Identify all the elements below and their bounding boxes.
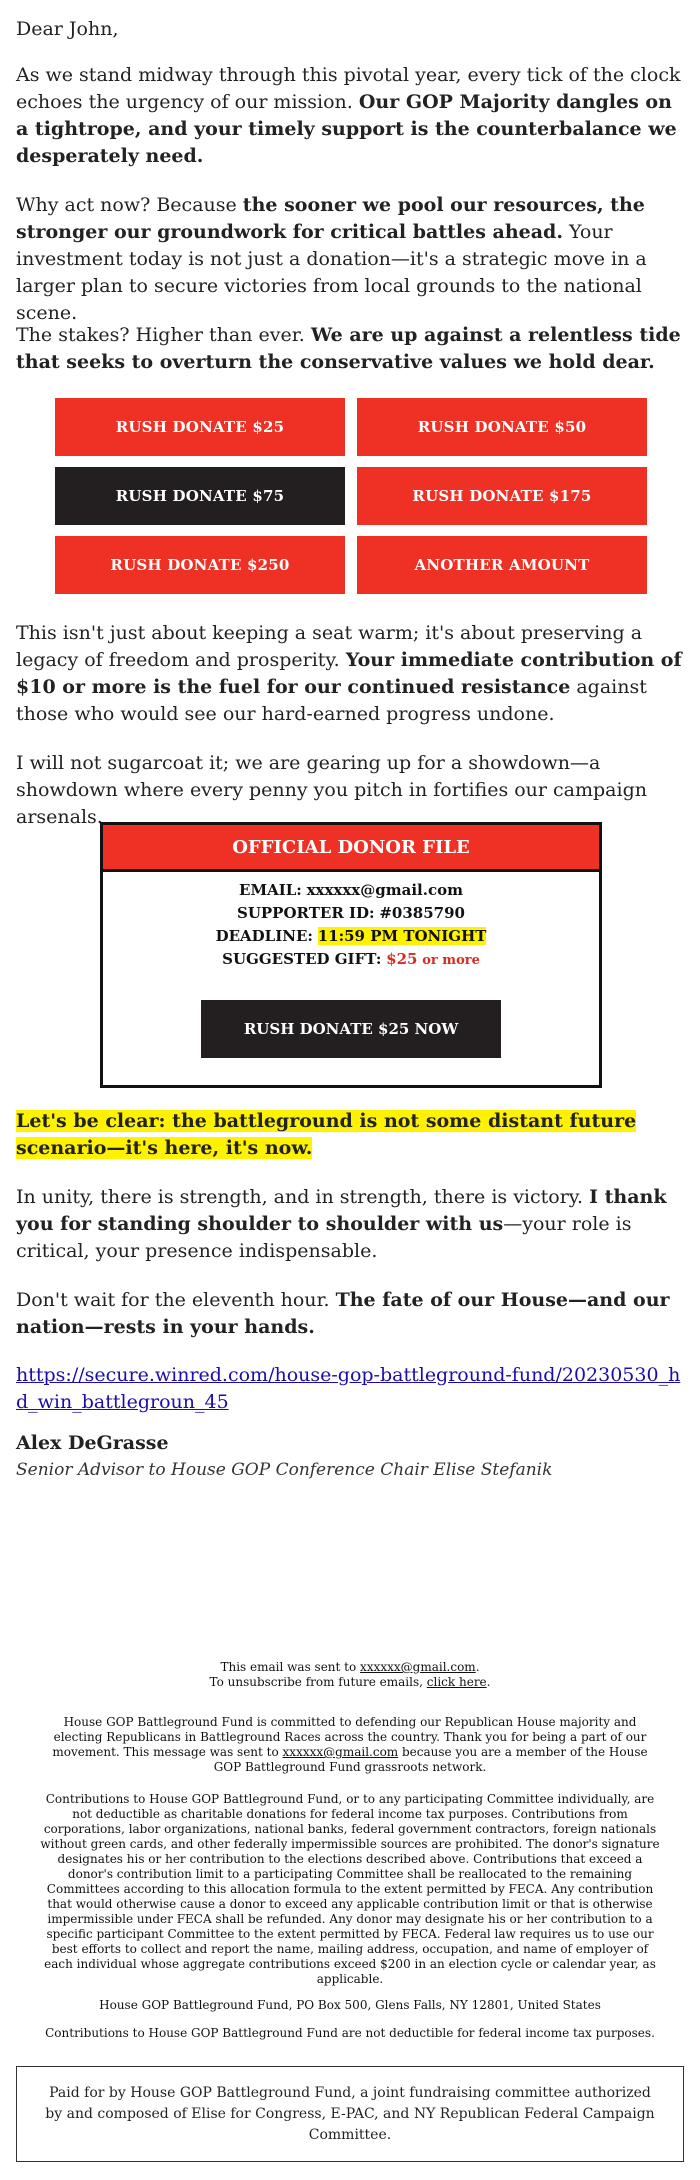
paragraph-text: Your investment today is not just a donation—it's a strategic move in a larger plan to secure victories from local grounds to the national scene.: [16, 221, 647, 324]
donor-gift-row: [103, 948, 599, 972]
footer-text: To unsubscribe from future emails,: [209, 1675, 427, 1689]
footer-sent-to: [40, 1660, 660, 1690]
unsubscribe-link[interactable]: click here: [426, 1675, 487, 1689]
paragraph-bold: I thank you for standing shoulder to shoulder with us: [16, 1186, 667, 1235]
donate-75-button[interactable]: RUSH DONATE $75: [55, 467, 345, 525]
paragraph-text: against those who would see our hard-earned progress undone.: [16, 676, 647, 725]
paragraph-text: In unity, there is strength, and in strength, there is victory.: [16, 1186, 590, 1208]
footer-deductible: Contributions to House GOP Battleground Fund are not deductible for federal income tax purposes.: [45, 2026, 655, 2040]
donor-file-title: OFFICIAL DONOR FILE: [103, 825, 599, 872]
donor-deadline-value: 11:59 PM TONIGHT: [317, 927, 487, 945]
footer-text: because you are a member of the House GOP Battleground Fund grassroots network.: [213, 1745, 648, 1774]
donor-gift-more: or more: [422, 953, 480, 968]
highlighted-text: Let's be clear: the battleground is not some distant future scenario—it's here, it's now.: [16, 1110, 637, 1159]
donor-email-label: EMAIL:: [239, 881, 302, 899]
paragraph-text: Why act now? Because: [16, 194, 243, 216]
donor-id-label: SUPPORTER ID:: [236, 904, 375, 922]
paragraph-text: The stakes? Higher than ever.: [16, 324, 311, 346]
footer-text: This email was sent to: [220, 1660, 361, 1674]
donate-50-button[interactable]: RUSH DONATE $50: [357, 398, 647, 456]
donate-25-button[interactable]: RUSH DONATE $25: [55, 398, 345, 456]
donor-id-row: [103, 902, 599, 925]
paragraph-why-act: [16, 192, 688, 327]
paragraph-showdown: I will not sugarcoat it; we are gearing up for a showdown—a showdown where every penny you pitch in fortifies our campaign arsenals.: [16, 752, 647, 828]
paragraph-bold: Your immediate contribution of $10 or more is the fuel for our continued resistance: [16, 649, 682, 698]
paragraph-battleground: [16, 1108, 688, 1162]
footer-address: House GOP Battleground Fund, PO Box 500, Glens Falls, NY 12801, United States: [99, 1998, 601, 2012]
donor-gift-value: $25: [386, 950, 418, 968]
paragraph-fate: [16, 1287, 688, 1341]
donor-gift-label: SUGGESTED GIFT:: [222, 950, 382, 968]
signature-title: Senior Advisor to House GOP Conference Chair Elise Stefanik: [16, 1460, 553, 1480]
footer-unsubscribe-line: To unsubscribe from future emails, click here.: [209, 1675, 491, 1689]
donation-link[interactable]: https://secure.winred.com/house-gop-battleground-fund/20230530_hd_win_battlegroun_45: [16, 1364, 681, 1413]
paragraph-bold: Our GOP Majority dangles on a tightrope, and your timely support is the counterbalance we desperately need.: [16, 91, 677, 167]
footer-email-link[interactable]: xxxxxx@gmail.com: [360, 1660, 476, 1674]
paragraph-legacy: [16, 620, 688, 728]
paragraph-text: This isn't just about keeping a seat warm; it's about preserving a legacy of freedom and prosperity.: [16, 622, 643, 671]
donate-250-button[interactable]: RUSH DONATE $250: [55, 536, 345, 594]
footer-email-link[interactable]: xxxxxx@gmail.com: [282, 1745, 399, 1759]
footer-mission: [40, 1715, 660, 1775]
paragraph-text: —your role is critical, your presence indispensable.: [16, 1213, 632, 1262]
donate-25-now-button[interactable]: RUSH DONATE $25 NOW: [201, 1000, 501, 1058]
donor-deadline-label: DEADLINE:: [215, 927, 313, 945]
donor-email-row: [103, 879, 599, 902]
paid-for-by-box: [16, 2066, 684, 2162]
donor-file-details: [103, 872, 599, 972]
paragraph-stakes: [16, 322, 688, 376]
donate-175-button[interactable]: RUSH DONATE $175: [357, 467, 647, 525]
paragraph-bold: the sooner we pool our resources, the stronger our groundwork for critical battles ahead.: [16, 194, 645, 243]
donor-deadline-row: [103, 925, 599, 948]
footer-text: House GOP Battleground Fund is committed to defending our Republican House majority and electing Republicans in Battleground Races across the country. Thank you for being a part of our movement. This message was sent to: [52, 1715, 647, 1759]
paid-for-by-text: Paid for by House GOP Battleground Fund, a joint fundraising committee authorized by and composed of Elise for Congress, E-PAC, and NY Republican Federal Campaign Committee.: [45, 2084, 655, 2143]
paragraph-text: Don't wait for the eleventh hour.: [16, 1289, 336, 1311]
paragraph-intro: [16, 62, 688, 170]
paragraph-bold: We are up against a relentless tide that seeks to overturn the conservative values we hold dear.: [16, 324, 681, 373]
donor-id-value: #0385790: [379, 904, 465, 922]
footer-sent-line: This email was sent to xxxxxx@gmail.com.: [220, 1660, 480, 1674]
paragraph-unity: [16, 1184, 688, 1265]
footer-legal: Contributions to House GOP Battleground Fund, or to any participating Committee individually, are not deductible as charitable donations for federal income tax purposes. Contributions from corporations, labor organizations, national banks, federal government contractors, foreign nationals without green cards, and other federally impermissible sources are prohibited. The donor's signature designates his or her contribution to the elections described above. Contributions that exceed a donor's contribution limit to a participating Committee shall be reallocated to the remaining Committees according to this allocation formula to the extent permitted by FECA. Any contribution that would otherwise cause a donor to exceed any applicable contribution limit or that is otherwise impermissible under FECA shall be refunded. Any donor may designate his or her contribution to a specific participant Committee to the extent permitted by FECA. Federal law requires us to use our best efforts to collect and report the name, mailing address, occupation, and name of employer of each individual whose aggregate contributions exceed $200 in an election cycle or calendar year, as applicable.: [40, 1792, 660, 1986]
donate-other-amount-button[interactable]: ANOTHER AMOUNT: [357, 536, 647, 594]
greeting: Dear John,: [16, 18, 119, 40]
donor-email-value: xxxxxx@gmail.com: [306, 881, 463, 899]
signature-name: Alex DeGrasse: [16, 1432, 169, 1454]
donor-file-box: [100, 822, 602, 1088]
paragraph-bold: The fate of our House—and our nation—rests in your hands.: [16, 1289, 670, 1338]
paragraph-text: As we stand midway through this pivotal year, every tick of the clock echoes the urgency of our mission.: [16, 64, 681, 113]
